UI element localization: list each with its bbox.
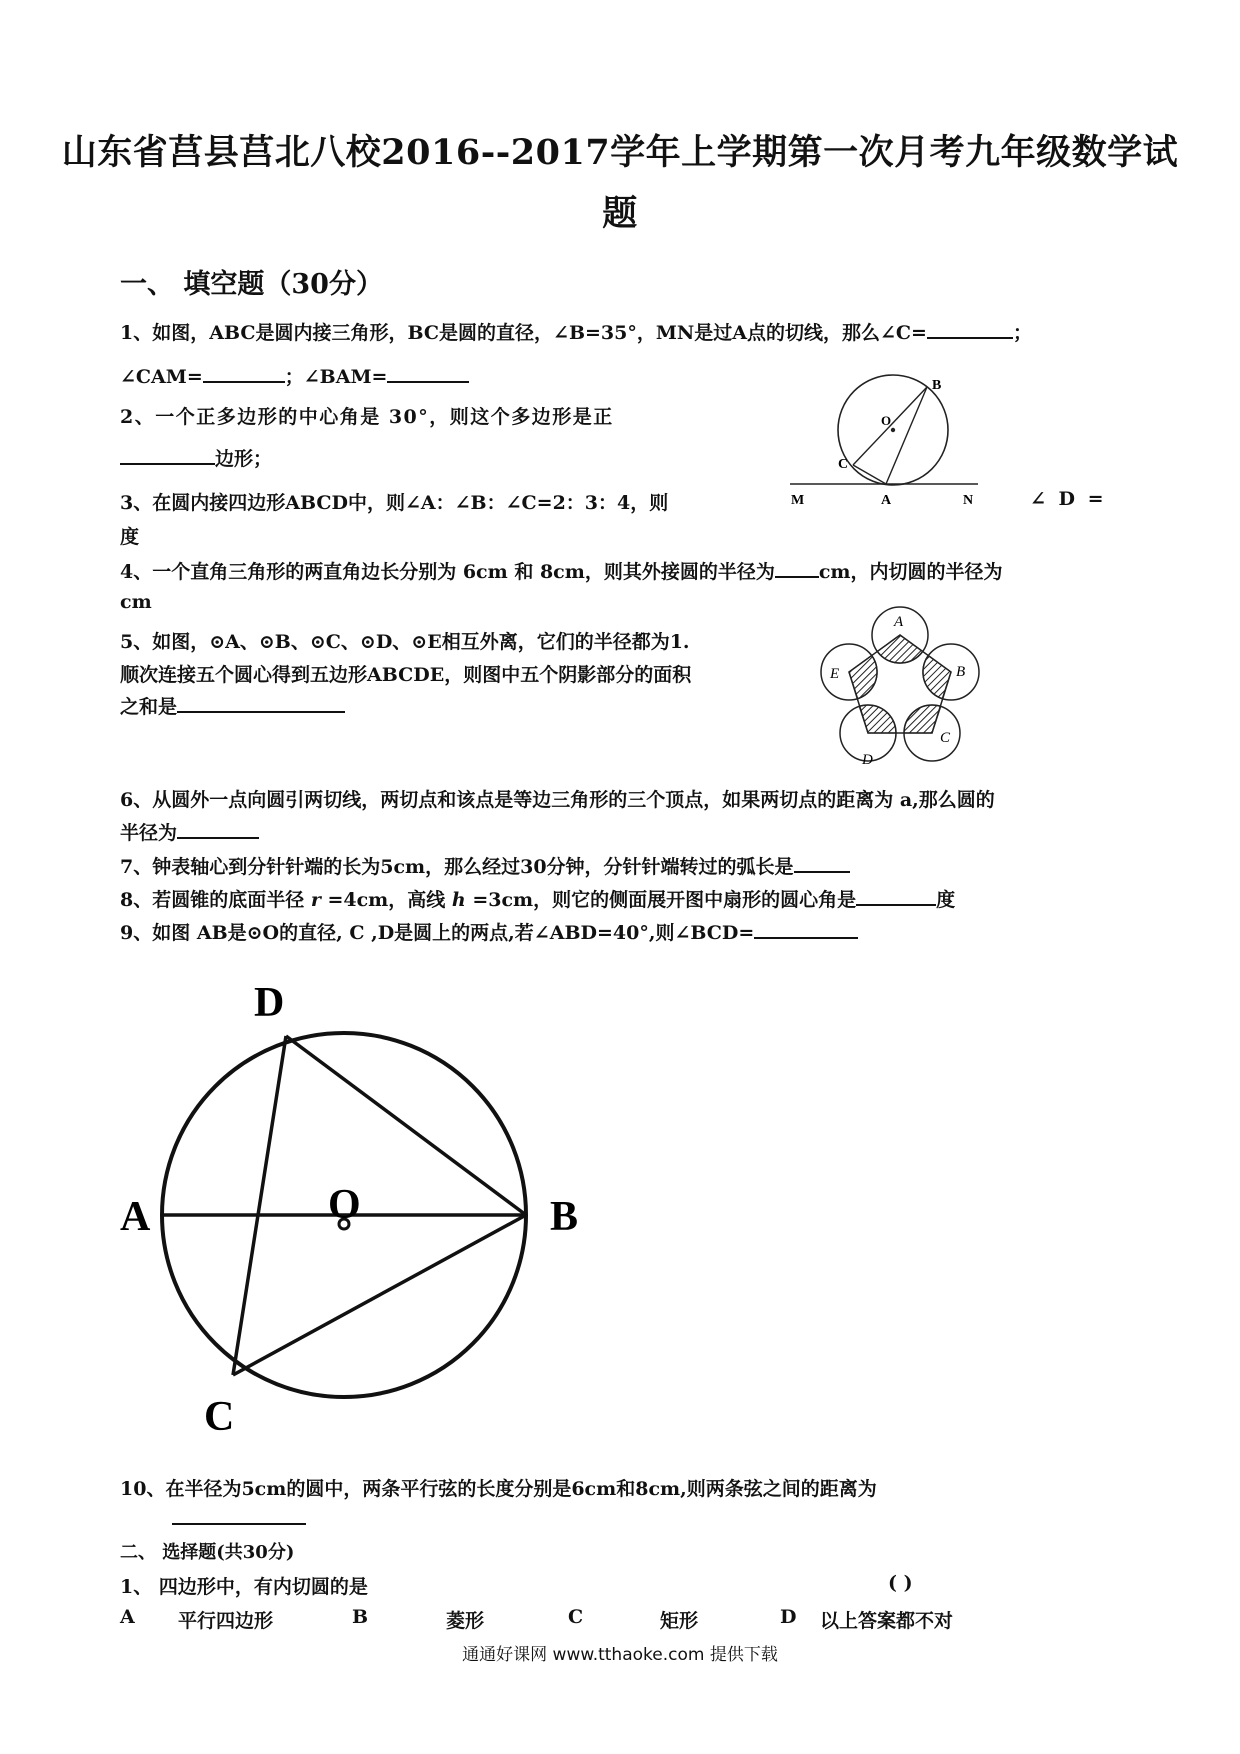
question-1 — [120, 318, 1032, 345]
option-d-letter: D — [780, 1606, 797, 1628]
q8-text-c: =3cm，则它的侧面展开图中扇形的圆心角是 — [465, 889, 857, 911]
fig3-label-a: A — [120, 1194, 151, 1240]
question-2-line2 — [120, 444, 272, 471]
fig2-label-a: A — [894, 614, 904, 630]
question-8 — [120, 885, 955, 912]
s2-question-1: 1、 四边形中，有内切圆的是 — [120, 1576, 368, 1598]
fig1-label-m: M — [791, 493, 805, 508]
question-5: 5、如图，⊙A、⊙B、⊙C、⊙D、⊙E相互外离，它们的半径都为1. — [120, 631, 690, 653]
fig1-label-n: N — [963, 493, 974, 508]
q2-blank — [120, 445, 215, 465]
q8-h: h — [451, 889, 466, 911]
fig2-sector-d — [859, 705, 896, 733]
q1-bam: ；∠BAM= — [284, 366, 388, 388]
question-2: 2、一个正多边形的中心角是 30°，则这个多边形是正 — [120, 406, 614, 428]
figure-1 — [780, 368, 1000, 518]
option-d-text: 以上答案都不对 — [820, 1610, 954, 1632]
figure-3 — [100, 960, 700, 1460]
q1-text: 1、如图，ABC是圆内接三角形，BC是圆的直径，∠B=35°，MN是过A点的切线，那么∠C= — [120, 322, 927, 344]
q6-blank — [177, 819, 259, 839]
question-5-line3 — [120, 692, 345, 719]
question-1-line2 — [120, 362, 469, 389]
fig2-sector-e — [849, 656, 877, 699]
section2-heading: 二、 选择题(共30分) — [120, 1542, 295, 1563]
question-10: 10、在半径为5cm的圆中，两条平行弦的长度分别是6cm和8cm,则两条弦之间的距离为 — [120, 1478, 877, 1500]
q8-text-b: =4cm，高线 — [320, 889, 452, 911]
fig3-label-b: B — [550, 1194, 579, 1240]
q1-end: ； — [1012, 322, 1032, 344]
fig3-label-o: O — [328, 1182, 361, 1228]
question-3: 3、在圆内接四边形ABCD中，则∠A：∠B：∠C=2：3：4，则 — [120, 492, 669, 514]
q1-cam: ∠CAM= — [120, 366, 203, 388]
s2-question-1-paren: ( ) — [888, 1572, 913, 1594]
question-6: 6、从圆外一点向圆引两切线，两切点和该点是等边三角形的三个顶点，如果两切点的距离为 a,那么圆的 — [120, 789, 995, 811]
question-3-d: ∠ D = — [1030, 488, 1104, 510]
fig2-label-c: C — [940, 730, 951, 746]
page-title-cont: 题 — [602, 193, 638, 234]
fig1-label-b: B — [932, 378, 942, 393]
fig1-line-ca — [853, 465, 886, 484]
q6-text: 半径为 — [120, 822, 178, 844]
option-b-text: 菱形 — [446, 1610, 485, 1632]
option-b-letter: B — [352, 1606, 369, 1628]
fig3-label-c: C — [204, 1394, 235, 1440]
option-a-letter: A — [120, 1606, 135, 1628]
fig1-label-a: A — [881, 493, 892, 508]
q4-text-a: 4、一个直角三角形的两直角边长分别为 6cm 和 8cm，则其外接圆的半径为 — [120, 561, 775, 583]
q9-text: 9、如图 AB是⊙O的直径, C ,D是圆上的两点,若∠ABD=40°,则∠BCD= — [120, 922, 755, 944]
section1-heading: 一、 填空题（30分） — [120, 269, 383, 300]
q1-blank-cam — [203, 363, 285, 383]
fig1-label-o: O — [881, 413, 892, 428]
footer: 通通好课网 www.tthaoke.com 提供下载 — [462, 1645, 778, 1665]
figure-2 — [780, 600, 980, 780]
fig3-line-db — [286, 1036, 526, 1215]
q2-end: 边形； — [215, 448, 273, 470]
q1-blank-bam — [387, 363, 469, 383]
fig1-label-c: C — [838, 457, 849, 472]
question-5-line2: 顺次连接五个圆心得到五边形ABCDE，则图中五个阴影部分的面积 — [120, 664, 692, 686]
fig2-label-b: B — [956, 664, 966, 680]
question-6-line2 — [120, 818, 259, 845]
fig2-sector-b — [923, 656, 951, 699]
fig3-line-dc — [233, 1036, 286, 1375]
fig2-label-d: D — [862, 752, 873, 768]
option-c-letter: C — [568, 1606, 584, 1628]
q7-blank — [794, 853, 850, 873]
fig2-sector-c — [904, 705, 941, 733]
q9-blank — [754, 919, 858, 939]
option-a-text: 平行四边形 — [178, 1610, 274, 1632]
q4-blank-r — [775, 558, 819, 578]
q4-text-b: cm，内切圆的半径为 — [818, 561, 1003, 583]
q10-blank — [172, 1523, 306, 1525]
q1-blank-c — [927, 319, 1013, 339]
question-3-line2: 度 — [120, 526, 140, 548]
q7-text: 7、钟表轴心到分针针端的长为5cm，那么经过30分钟，分针针端转过的弧长是 — [120, 856, 794, 878]
q8-blank — [856, 886, 936, 906]
question-4-line2: cm — [120, 591, 152, 613]
fig3-label-d: D — [254, 980, 285, 1026]
fig2-sector-a — [877, 635, 922, 663]
q8-end: 度 — [936, 889, 956, 911]
question-7 — [120, 852, 850, 879]
q8-text-a: 8、若圆锥的底面半径 — [120, 889, 311, 911]
q8-r: r — [310, 889, 321, 911]
fig2-label-e: E — [830, 666, 840, 682]
q5-blank — [177, 693, 345, 713]
fig1-center-dot — [891, 428, 895, 432]
page-title: 山东省莒县莒北八校2016--2017学年上学期第一次月考九年级数学试 — [61, 132, 1179, 173]
question-4 — [120, 557, 1003, 584]
fig3-line-cb — [233, 1215, 526, 1375]
fig1-line-ab — [886, 387, 927, 484]
option-c-text: 矩形 — [660, 1610, 699, 1632]
q5-text: 之和是 — [120, 696, 178, 718]
question-9 — [120, 918, 858, 945]
